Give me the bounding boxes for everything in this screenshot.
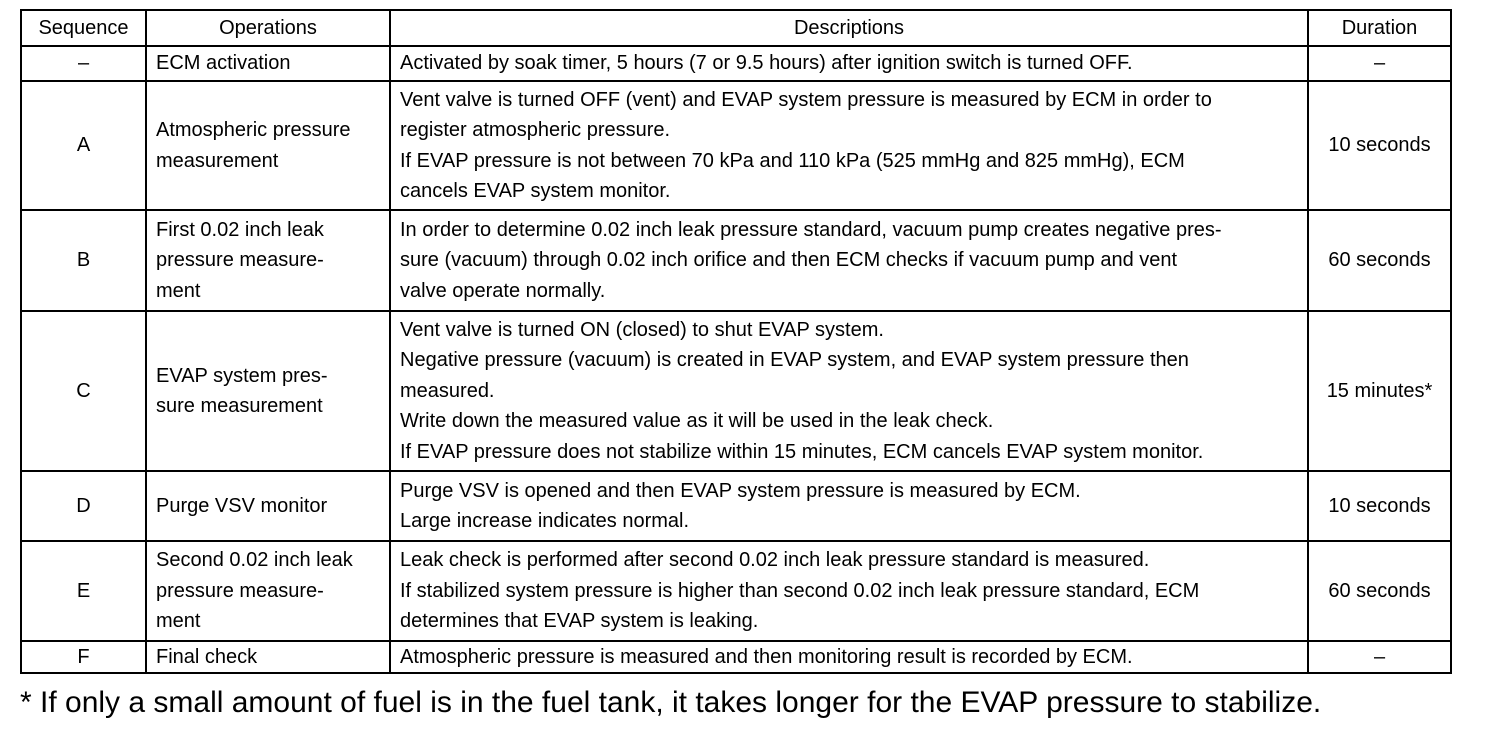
sequence-cell: –: [21, 46, 146, 81]
operation-line: Second 0.02 inch leak: [156, 549, 353, 572]
operation-line: ment: [156, 279, 201, 302]
operation-line: EVAP system pres-: [156, 364, 328, 387]
sequence-cell: A: [21, 81, 146, 210]
table-row: [21, 471, 1451, 541]
description-line: valve operate normally.: [400, 279, 606, 302]
description-line: If EVAP pressure does not stabilize within 15 minutes, ECM cancels EVAP system monitor.: [400, 440, 1204, 463]
operation-cell: [146, 541, 390, 641]
description-line: register atmospheric pressure.: [400, 119, 671, 142]
operation-line: Atmospheric pressure: [156, 119, 351, 142]
description-cell: [390, 641, 1308, 673]
operation-line: measurement: [156, 149, 279, 172]
duration-cell: –: [1308, 641, 1451, 673]
description-line: Negative pressure (vacuum) is created in EVAP system, and EVAP system pressure then: [400, 349, 1189, 372]
description-line: determines that EVAP system is leaking.: [400, 610, 759, 633]
duration-cell: 10 seconds: [1308, 81, 1451, 210]
operation-line: sure measurement: [156, 395, 323, 417]
duration-cell: 10 seconds: [1308, 471, 1451, 541]
operation-line: ment: [156, 610, 201, 633]
table-row: [21, 541, 1451, 641]
duration-cell: 60 seconds: [1308, 210, 1451, 311]
table-row: [21, 81, 1451, 210]
description-line: Write down the measured value as it will be used in the leak check.: [400, 410, 994, 433]
description-line: cancels EVAP system monitor.: [400, 179, 671, 202]
sequence-cell: B: [21, 210, 146, 311]
operation-line: Final check: [156, 646, 258, 668]
header-descriptions: Descriptions: [390, 10, 1308, 46]
description-cell: [390, 81, 1308, 210]
operation-line: pressure measure-: [156, 579, 324, 602]
evap-monitor-sequence-table: [20, 9, 1452, 674]
sequence-cell: F: [21, 641, 146, 673]
sequence-cell: E: [21, 541, 146, 641]
operation-cell: [146, 311, 390, 471]
duration-cell: 15 minutes*: [1308, 311, 1451, 471]
operation-cell: [146, 46, 390, 81]
description-cell: [390, 46, 1308, 81]
description-cell: [390, 311, 1308, 471]
description-cell: [390, 210, 1308, 311]
document-page: [20, 9, 1450, 719]
description-line: Activated by soak timer, 5 hours (7 or 9.5 hours) after ignition switch is turned OFF.: [400, 52, 1133, 75]
description-line: If stabilized system pressure is higher than second 0.02 inch leak pressure standard, ECM: [400, 579, 1200, 602]
table-row: [21, 210, 1451, 311]
header-sequence: Sequence: [21, 10, 146, 46]
description-line: Atmospheric pressure is measured and then monitoring result is recorded by ECM.: [400, 646, 1133, 668]
operation-line: First 0.02 inch leak: [156, 218, 324, 241]
description-line: In order to determine 0.02 inch leak pressure standard, vacuum pump creates negative pres-: [400, 218, 1222, 241]
sequence-cell: D: [21, 471, 146, 541]
operation-cell: [146, 210, 390, 311]
operation-line: ECM activation: [156, 52, 291, 75]
duration-cell: –: [1308, 46, 1451, 81]
table-body: [21, 46, 1451, 673]
operation-cell: [146, 471, 390, 541]
description-line: Purge VSV is opened and then EVAP system pressure is measured by ECM.: [400, 479, 1081, 502]
duration-cell: 60 seconds: [1308, 541, 1451, 641]
operation-line: Purge VSV monitor: [156, 494, 328, 517]
description-line: Vent valve is turned ON (closed) to shut EVAP system.: [400, 318, 884, 341]
footnote: * If only a small amount of fuel is in the fuel tank, it takes longer for the EVAP pressure to stabilize.: [20, 686, 1322, 719]
header-operations: Operations: [146, 10, 390, 46]
sequence-cell: C: [21, 311, 146, 471]
table-row: [21, 641, 1451, 673]
table-row: [21, 311, 1451, 471]
operation-cell: [146, 81, 390, 210]
description-line: If EVAP pressure is not between 70 kPa and 110 kPa (525 mmHg and 825 mmHg), ECM: [400, 149, 1185, 172]
description-line: Large increase indicates normal.: [400, 510, 690, 532]
table-header-row: [21, 10, 1451, 46]
header-duration: Duration: [1308, 10, 1451, 46]
description-line: Leak check is performed after second 0.02 inch leak pressure standard is measured.: [400, 549, 1150, 572]
table-row: [21, 46, 1451, 81]
operation-cell: [146, 641, 390, 673]
operation-line: pressure measure-: [156, 249, 324, 272]
description-line: measured.: [400, 379, 495, 402]
description-line: Vent valve is turned OFF (vent) and EVAP system pressure is measured by ECM in order to: [400, 88, 1212, 111]
description-cell: [390, 541, 1308, 641]
description-cell: [390, 471, 1308, 541]
description-line: sure (vacuum) through 0.02 inch orifice and then ECM checks if vacuum pump and vent: [400, 249, 1178, 272]
